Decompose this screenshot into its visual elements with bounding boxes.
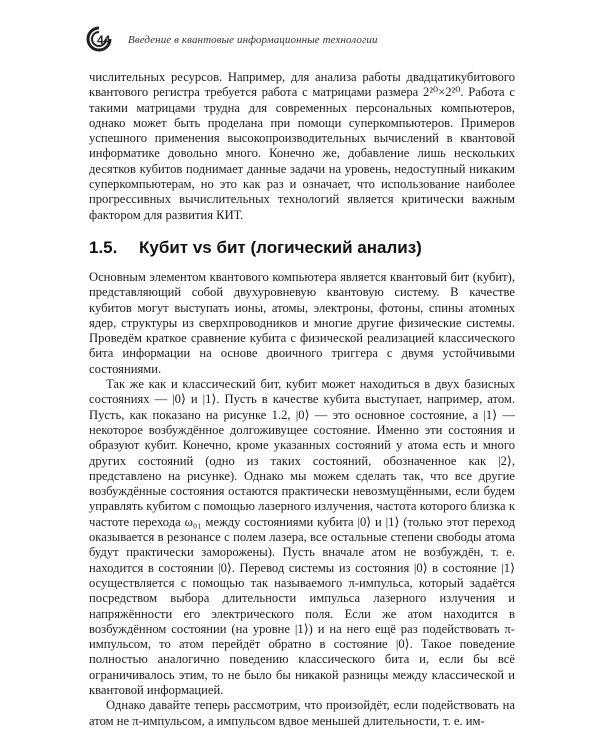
paragraph-3: Однако давайте теперь рассмотрим, что произойдёт, если подействовать на атом не π-импульсом, а импульсом вдвое меньшей длительности, т. е. им- <box>89 698 515 728</box>
running-title: Введение в квантовые информационные технологии <box>128 34 378 46</box>
paragraph-1: Основным элементом квантового компьютера является квантовый бит (кубит), представляющий собой двухуровневую квантовую систему. В качестве кубитов могут выступать ионы, атомы, электроны, фотоны, спины атомных ядер, структуры из сверхпроводников и многие другие физические системы. Проведём краткое сравнение кубита с физической реализацией классического бита информации на основе двоичного триггера с двумя устойчивыми состояниями. <box>89 269 515 376</box>
section-heading <box>89 238 515 258</box>
page-header <box>84 26 524 52</box>
paragraph-2: Так же как и классический бит, кубит может находиться в двух базисных состояниях — |0⟩ и |1⟩. Пусть в качестве кубита выступает, например, атом. Пусть, как показано на рисунке 1.2, |0⟩ — это основное состояние, а |1⟩ — некоторое возбуждённое долгоживущее состояние. Именно эти состояния и образуют кубит. Конечно, кроме указанных состояний у атома есть и много других состояний (одно из таких состояний, обозначенное как |2⟩, представлено на рисунке). Однако мы можем сделать так, что все другие возбуждённые состояния остаются практически невозмущёнными, если будем управлять кубитом с помощью лазерного излучения, частота которого близка к частоте перехода ω₀₁ между состояниями кубита |0⟩ и |1⟩ (только этот переход оказывается в резонансе с полем лазера, все остальные степени свободы атома будут практически заморожены). Пусть вначале атом не возбуждён, т. е. находится в состоянии |0⟩. Перевод системы из состояния |0⟩ в состояние |1⟩ осуществляется с помощью так называемого π-импульса, который задаётся посредством выбора длительности импульса лазерного излучения и напряжённости его электрического поля. Если же атом находится в возбуждённом состоянии (на уровне |1⟩) и на него ещё раз подействовать π-импульсом, то атом перейдёт обратно в состояние |0⟩. Такое поведение полностью аналогично поведению классического бита и, если бы всё ограничивалось этим, то не было бы никакой разницы между классической и квантовой информацией. <box>89 377 515 697</box>
section-title: Кубит vs бит (логический анализ) <box>139 237 422 257</box>
section-number: 1.5. <box>89 237 118 257</box>
intro-paragraph: числительных ресурсов. Например, для анализа работы двадцатикубитового квантового регистра требуется работа с матрицами размера 2²⁰×2²⁰. Работа с такими матрицами трудна для современных персональных компьютеров, однако может быть проделана при помощи суперкомпьютеров. Примеров успешного применения высокопроизводительных вычислений в квантовой информатике довольно много. Конечно же, добавление лишь нескольких десятков кубитов поднимает данные задачи на уровень, недоступный никаким суперкомпьютерам, но это как раз и означает, что использование наиболее прогрессивных вычислительных технологий является критически важным фактором для развития КИТ. <box>89 70 515 222</box>
page-content <box>89 70 515 729</box>
page-number: 44 <box>97 33 111 47</box>
